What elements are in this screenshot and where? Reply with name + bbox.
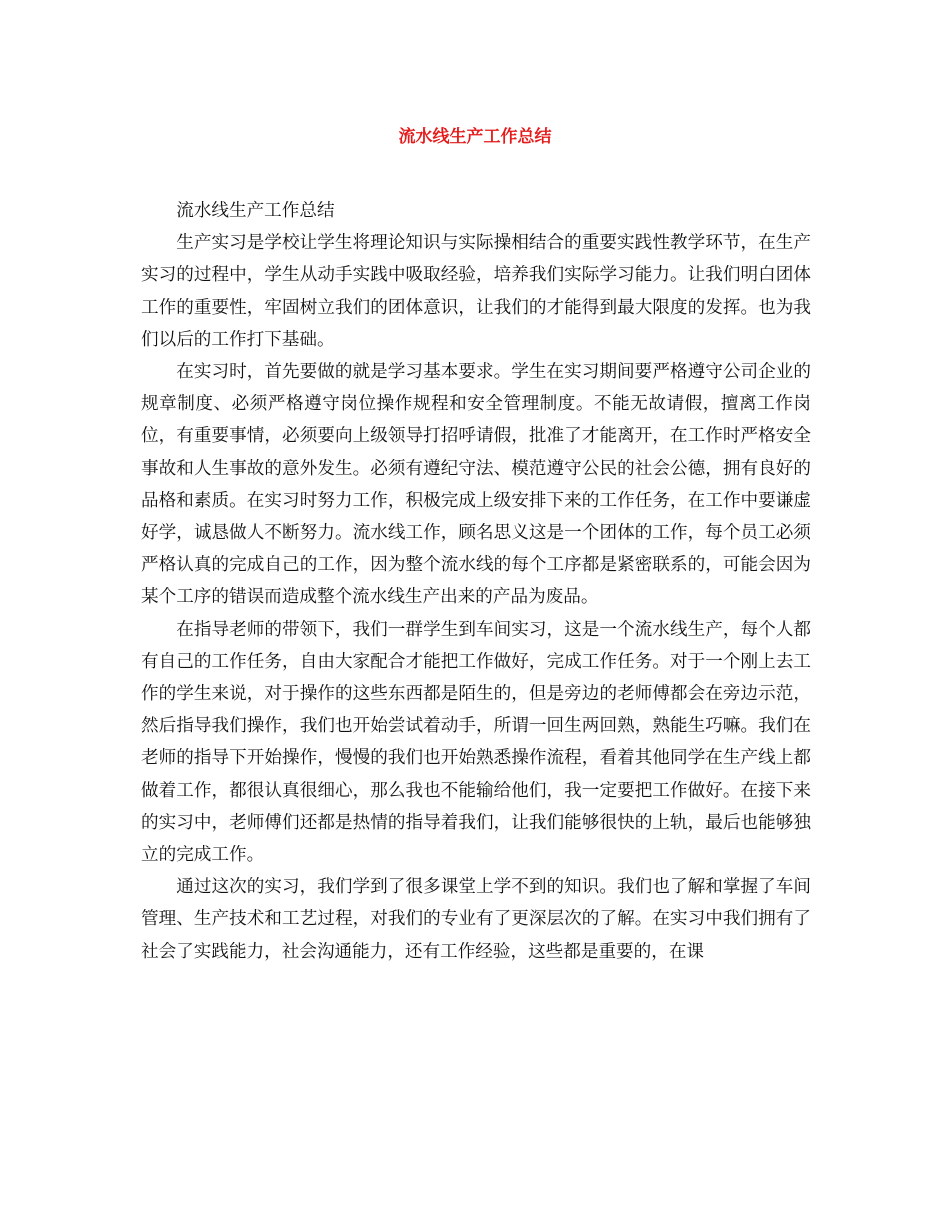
document-title: 流水线生产工作总结 (398, 127, 552, 147)
paragraph-subtitle: 流水线生产工作总结 (176, 201, 335, 221)
paragraph-workshop: 在指导老师的带领下，我们一群学生到车间实习，这是一个流水线生产，每个人都有自己的工作任务，自由大家配合才能把工作做好，完成工作任务。对于一个刚上去工作的学生来说，对于操作的这些东西都是陌生的，但是旁边的老师傅都会在旁边示范，然后指导我们操作，我们也开始尝试着动手，所谓一回生两回熟，熟能生巧嘛。我们在老师的指导下开始操作，慢慢的我们也开始熟悉操作流程，看着其他同学在生产线上都做着工作，都很认真很细心，那么我也不能输给他们，我一定要把工作做好。在接下来的实习中，老师傅们还都是热情的指导着我们，让我们能够很快的上轨，最后也能够独立的完成工作。 (141, 619, 811, 866)
paragraph-conclusion: 通过这次的实习，我们学到了很多课堂上学不到的知识。我们也了解和掌握了车间管理、生产技术和工艺过程，对我们的专业有了更深层次的了解。在实习中我们拥有了社会了实践能力，社会沟通能力，还有工作经验，这些都是重要的，在课 (141, 877, 811, 962)
paragraph-intro: 生产实习是学校让学生将理论知识与实际操相结合的重要实践性教学环节，在生产实习的过程中，学生从动手实践中吸取经验，培养我们实际学习能力。让我们明白团体工作的重要性，牢固树立我们的团体意识，让我们的才能得到最大限度的发挥。也为我们以后的工作打下基础。 (141, 233, 811, 350)
document-body (141, 195, 811, 968)
paragraph-requirements: 在实习时，首先要做的就是学习基本要求。学生在实习期间要严格遵守公司企业的规章制度、必须严格遵守岗位操作规程和安全管理制度。不能无故请假，擅离工作岗位，有重要事情，必须要向上级领导打招呼请假，批准了才能离开，在工作时严格安全事故和人生事故的意外发生。必须有遵纪守法、模范遵守公民的社会公德，拥有良好的品格和素质。在实习时努力工作，积极完成上级安排下来的工作任务，在工作中要谦虚好学，诚恳做人不断努力。流水线工作，顾名思义这是一个团体的工作，每个员工必须严格认真的完成自己的工作，因为整个流水线的每个工序都是紧密联系的，可能会因为某个工序的错误而造成整个流水线生产出来的产品为废品。 (141, 362, 811, 608)
